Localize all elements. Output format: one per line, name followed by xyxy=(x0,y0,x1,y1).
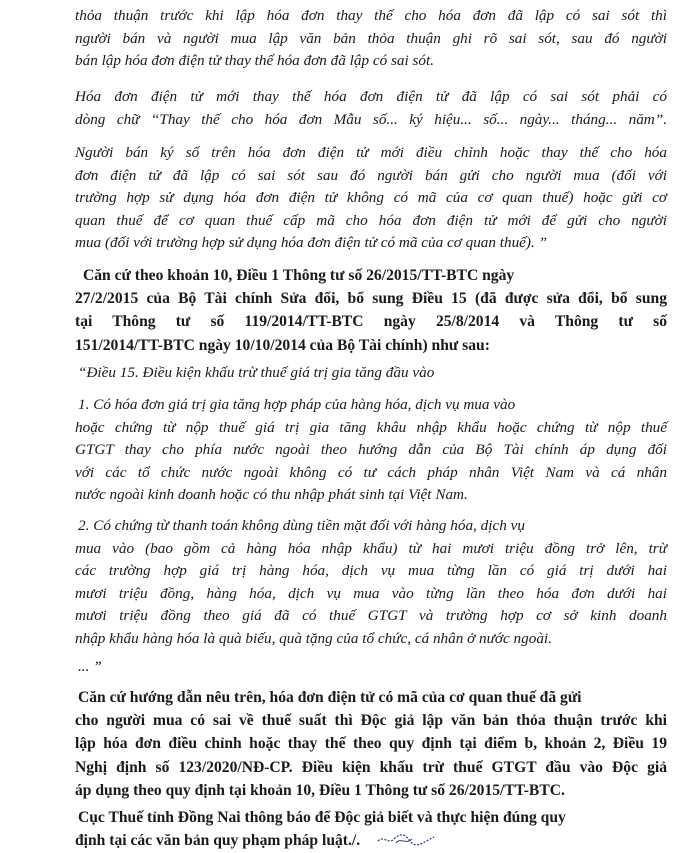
paragraph-legal-basis-circular-26 xyxy=(75,264,667,357)
text-line: quan thuế để cơ quan thuế cấp mã cho hóa đơn điện tử mới để gửi cho người xyxy=(75,211,667,229)
signature-scribble-icon xyxy=(376,827,436,849)
text-line: lập hóa đơn điều chỉnh hoặc thay thế theo quy định tại điểm b, khoản 2, Điều 19 xyxy=(75,735,667,753)
text-line: ... ” xyxy=(78,658,102,675)
quote-ellipsis xyxy=(78,656,670,679)
text-line: Người bán ký số trên hóa đơn điện tử mới điều chỉnh hoặc thay thế cho hóa xyxy=(75,144,667,161)
text-line: Cục Thuế tỉnh Đồng Nai thông báo để Độc giả biết và thực hiện đúng quy xyxy=(78,809,566,826)
text-line: người bán và người mua lập văn bản thỏa thuận ghi rõ sai sót, sau đó người xyxy=(75,29,667,47)
text-line: nước ngoài kinh doanh hoặc có thu nhập phát sinh tại Việt Nam. xyxy=(75,486,468,504)
text-line: thỏa thuận trước khi lập hóa đơn thay thế cho hóa đơn đã lập có sai sót thì xyxy=(75,7,667,24)
text-line: các trường hợp giá trị hàng hóa, dịch vụ mua từng lần có giá trị dưới hai xyxy=(75,562,667,580)
text-line: 27/2/2015 của Bộ Tài chính Sửa đổi, bổ sung Điều 15 (đã được sửa đổi, bổ sung xyxy=(75,290,667,308)
paragraph-replacement-agreement xyxy=(75,5,667,73)
text-line: tại Thông tư số 119/2014/TT-BTC ngày 25/8/2014 và Thông tư số xyxy=(75,313,667,331)
text-line: áp dụng theo quy định tại khoản 10, Điều 1 Thông tư số 26/2015/TT-BTC. xyxy=(75,781,565,799)
text-line: dòng chữ “Thay thế cho hóa đơn Mẫu số... ký hiệu... số... ngày... tháng... năm”. xyxy=(75,110,667,128)
text-line: Nghị định số 123/2020/NĐ-CP. Điều kiện khấu trừ thuế GTGT đầu vào Độc giả xyxy=(75,758,667,776)
text-line: đơn điện tử đã lập có sai sót sau đó người bán gửi cho người mua (đối với xyxy=(75,166,667,184)
text-line: mua (đối với trường hợp sử dụng hóa đơn điện tử có mã của cơ quan thuế). ” xyxy=(75,234,548,252)
text-line: Căn cứ hướng dẫn nêu trên, hóa đơn điện tử có mã của cơ quan thuế đã gửi xyxy=(78,689,582,706)
text-line: với các tổ chức nước ngoài không có tư cách pháp nhân Việt Nam và cá nhân xyxy=(75,463,667,481)
text-line: hoặc chứng từ nộp thuế giá trị gia tăng khâu nhập khẩu hoặc chứng từ nộp thuế xyxy=(75,418,667,436)
clause-2 xyxy=(75,515,667,651)
text-line: mua vào (bao gồm cả hàng hóa nhập khẩu) từ hai mươi triệu đồng trở lên, trừ xyxy=(75,539,667,557)
paragraph-digital-signature xyxy=(75,142,667,255)
text-line: “Điều 15. Điều kiện khấu trừ thuế giá trị gia tăng đầu vào xyxy=(78,364,435,381)
paragraph-replacement-invoice-note xyxy=(75,86,667,131)
text-line: cho người mua có sai về thuế suất thì Độc giả lập văn bản thỏa thuận trước khi xyxy=(75,712,667,730)
text-line: bán lập hóa đơn điện tử thay thế hóa đơn đã lập có sai sót. xyxy=(75,52,435,70)
text-line: định tại các văn bản quy phạm pháp luật./. xyxy=(75,832,361,850)
text-line: trường hợp sử dụng hóa đơn điện tử không có mã của cơ quan thuế) hoặc gửi cơ xyxy=(75,189,667,207)
text-line: 151/2014/TT-BTC ngày 10/10/2014 của Bộ Tài chính) như sau: xyxy=(75,336,490,354)
text-line: mươi triệu đồng, hàng hóa, dịch vụ mua vào từng lần theo hóa đơn dưới hai xyxy=(75,584,667,602)
text-line: Căn cứ theo khoản 10, Điều 1 Thông tư số 26/2015/TT-BTC ngày xyxy=(83,267,515,284)
clause-1 xyxy=(75,394,667,507)
text-line: nhập khẩu hàng hóa là quà biếu, quà tặng của tổ chức, cá nhân ở nước ngoài. xyxy=(75,629,552,647)
paragraph-closing-notice xyxy=(75,806,667,852)
text-line: Hóa đơn điện tử mới thay thế hóa đơn điện tử đã lập có sai sót phải có xyxy=(75,88,667,105)
article-15-heading xyxy=(78,362,670,385)
paragraph-conclusion xyxy=(75,686,667,802)
text-line: 1. Có hóa đơn giá trị gia tăng hợp pháp của hàng hóa, dịch vụ mua vào xyxy=(78,396,516,413)
text-line: mươi triệu đồng theo giá đã có thuế GTGT và trường hợp cơ sở kinh doanh xyxy=(75,607,667,625)
text-line: 2. Có chứng từ thanh toán không dùng tiền mặt đối với hàng hóa, dịch vụ xyxy=(78,517,525,534)
text-line: GTGT thay cho phía nước ngoài theo hướng dẫn của Bộ Tài chính áp dụng đối xyxy=(75,441,667,459)
